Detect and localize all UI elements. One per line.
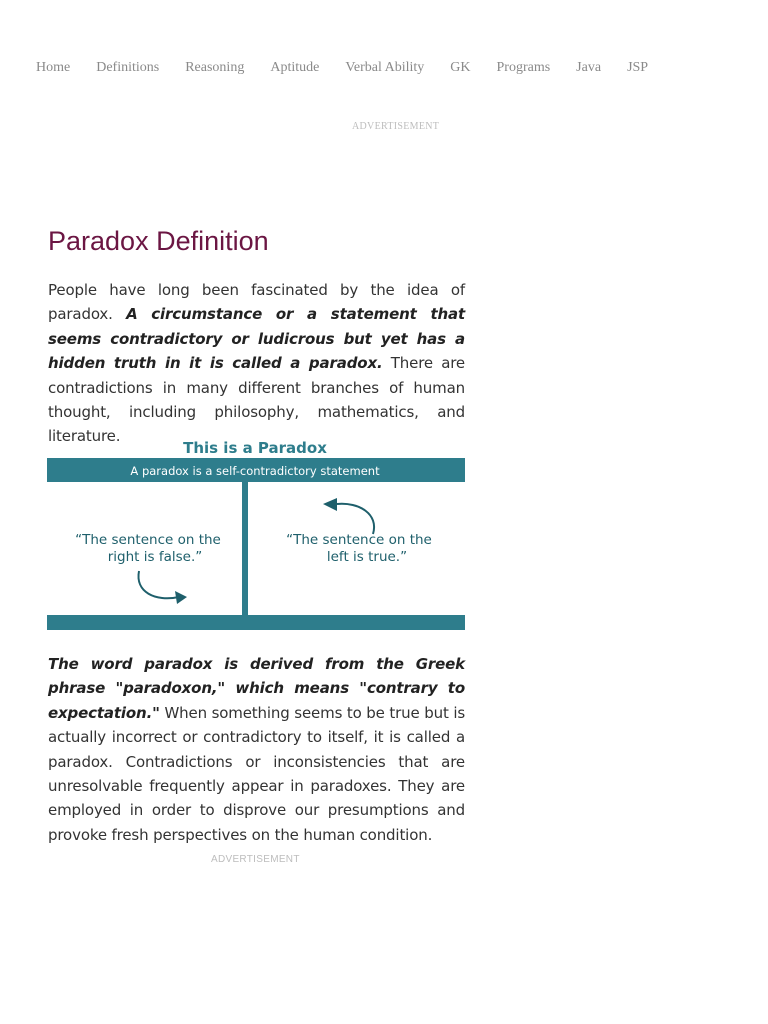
figure-banner-text: A paradox is a self-contradictory statement — [130, 464, 380, 478]
arrowhead-left-icon — [323, 498, 337, 511]
advertisement-label-bottom: ADVERTISEMENT — [211, 854, 300, 865]
figure-left-line1: “The sentence on the — [75, 532, 221, 548]
etymology-bold: The word paradox is derived from the Greek phrase "paradoxon," which means "contrary to expectation." — [48, 655, 465, 722]
figure-right-line1: “The sentence on the — [286, 532, 432, 548]
nav-home[interactable]: Home — [36, 60, 71, 75]
page-title: Paradox Definition — [48, 226, 269, 256]
intro-text-start: People have long been fascinated by the idea of paradox. — [48, 281, 465, 324]
etymology-paragraph — [48, 652, 465, 847]
nav-java[interactable]: Java — [576, 60, 602, 75]
intro-paragraph — [48, 278, 465, 449]
figure-left-line2: right is false.” — [107, 549, 203, 565]
figure-bottom-bar — [47, 615, 465, 630]
figure-title: This is a Paradox — [183, 439, 327, 457]
curved-arrow-left-icon — [337, 504, 374, 534]
figure-right-line2: left is true.” — [326, 549, 408, 565]
nav-gk[interactable]: GK — [450, 60, 471, 75]
nav-jsp[interactable]: JSP — [627, 60, 649, 75]
intro-text-end: There are contradictions in many different branches of human thought, including philosophy, mathematics, and literature. — [48, 354, 466, 446]
paradox-illustration — [47, 434, 465, 630]
nav-reasoning[interactable]: Reasoning — [185, 60, 245, 75]
etymology-text: When something seems to be true but is actually incorrect or contradictory to itself, it is called a paradox. Contradictions or inconsistencies that are unresolvable frequently appear in paradoxes. They are employed in order to disprove our presumptions and provoke fresh perspectives on the human condition. — [48, 703, 465, 844]
nav-definitions[interactable]: Definitions — [96, 60, 160, 75]
top-navigation — [36, 60, 674, 78]
figure-divider — [242, 482, 248, 616]
nav-programs[interactable]: Programs — [496, 60, 551, 75]
nav-aptitude[interactable]: Aptitude — [270, 60, 320, 75]
advertisement-label-top: ADVERTISEMENT — [352, 121, 440, 132]
nav-verbal-ability[interactable]: Verbal Ability — [345, 60, 425, 75]
arrowhead-right-icon — [175, 591, 187, 604]
intro-definition-bold: A circumstance or a statement that seems contradictory or ludicrous but yet has a hidden truth in it is called a paradox. — [48, 305, 465, 373]
curved-arrow-right-icon — [138, 571, 179, 598]
